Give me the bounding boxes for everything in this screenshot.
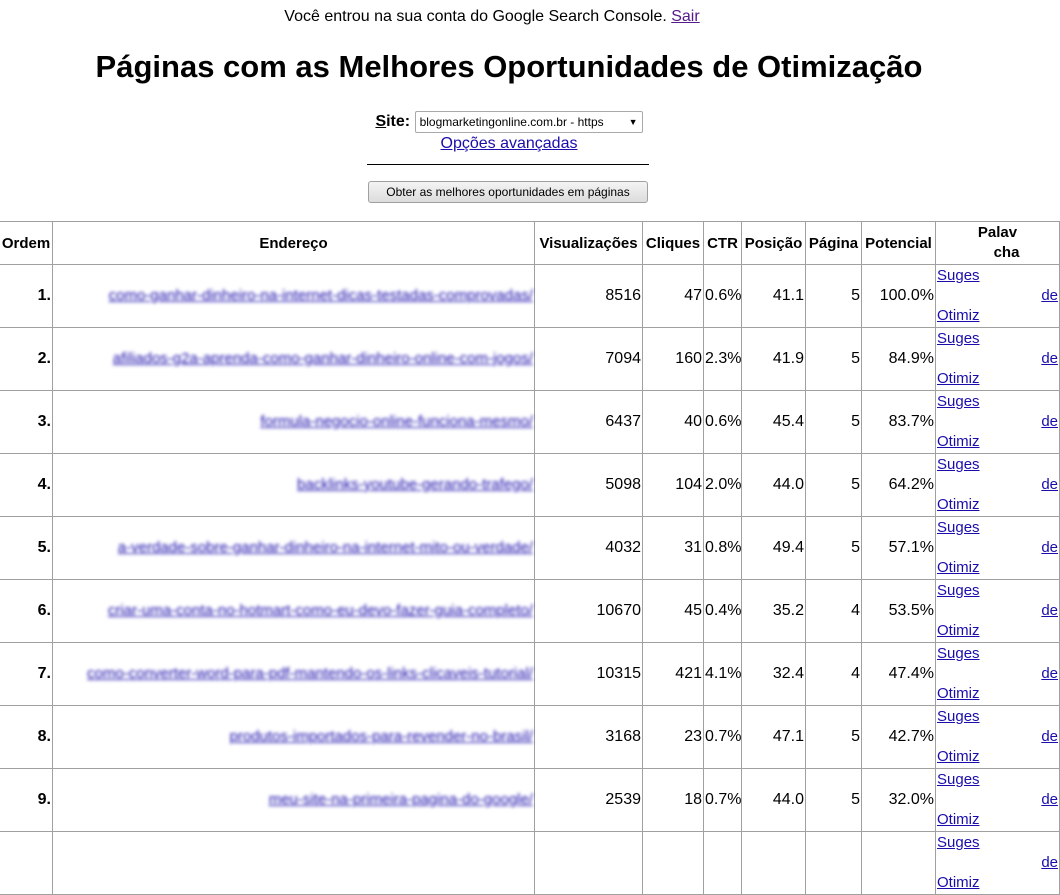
table-row — [0, 454, 1060, 517]
row-page: 4 — [806, 580, 862, 643]
row-ctr: 4.1% — [704, 643, 742, 706]
row-page: 5 — [806, 328, 862, 391]
row-suggestion-line2[interactable]: de — [1041, 539, 1058, 556]
table-row — [0, 832, 1060, 895]
row-position: 41.1 — [742, 265, 806, 328]
header-url: Endereço — [53, 222, 535, 265]
row-clicks: 40 — [643, 391, 704, 454]
row-suggestion-line3[interactable]: Otimiz — [937, 370, 980, 387]
row-position: 47.1 — [742, 706, 806, 769]
site-select-value: blogmarketingonline.com.br - https — [419, 115, 604, 129]
header-views: Visualizações — [535, 222, 643, 265]
row-order: 1. — [0, 265, 53, 328]
row-ctr: 0.7% — [704, 769, 742, 832]
row-potential: 53.5% — [862, 580, 936, 643]
header-keywords-line2: cha — [993, 244, 1020, 261]
divider — [367, 164, 649, 165]
header-keywords-line1: Palav — [977, 224, 1018, 241]
row-url-link[interactable]: backlinks-youtube-gerando-trafego/ — [297, 476, 533, 493]
row-suggestion-line2[interactable]: de — [1041, 665, 1058, 682]
row-suggestion-line3[interactable]: Otimiz — [937, 496, 980, 513]
row-suggestion-line2[interactable]: de — [1041, 413, 1058, 430]
row-url-link[interactable]: produtos-importados-para-revender-no-brasil/ — [229, 728, 533, 745]
row-order: 7. — [0, 643, 53, 706]
row-clicks: 45 — [643, 580, 704, 643]
row-order — [0, 832, 53, 895]
row-order: 4. — [0, 454, 53, 517]
row-suggestion-line2[interactable]: de — [1041, 602, 1058, 619]
table-row — [0, 391, 1060, 454]
row-position: 45.4 — [742, 391, 806, 454]
row-suggestion-line2[interactable]: de — [1041, 728, 1058, 745]
row-clicks: 31 — [643, 517, 704, 580]
row-views: 4032 — [535, 517, 643, 580]
row-order: 3. — [0, 391, 53, 454]
row-suggestion-cell — [936, 265, 1060, 328]
header-page: Página — [806, 222, 862, 265]
row-potential: 32.0% — [862, 769, 936, 832]
row-suggestion-line1[interactable]: Suges — [937, 330, 980, 347]
row-suggestion-cell — [936, 328, 1060, 391]
row-suggestion-line1[interactable]: Suges — [937, 645, 980, 662]
row-position: 49.4 — [742, 517, 806, 580]
row-clicks: 421 — [643, 643, 704, 706]
row-views: 10670 — [535, 580, 643, 643]
table-row — [0, 706, 1060, 769]
row-clicks: 160 — [643, 328, 704, 391]
row-suggestion-line3[interactable]: Otimiz — [937, 622, 980, 639]
row-suggestion-line2[interactable]: de — [1041, 476, 1058, 493]
row-ctr: 2.3% — [704, 328, 742, 391]
row-url-cell — [53, 769, 535, 832]
row-suggestion-line1[interactable]: Suges — [937, 708, 980, 725]
page-title: Páginas com as Melhores Oportunidades de Otimização — [95, 49, 923, 84]
row-clicks: 47 — [643, 265, 704, 328]
row-potential — [862, 832, 936, 895]
row-page: 5 — [806, 769, 862, 832]
row-url-cell — [53, 832, 535, 895]
login-status-bar — [0, 7, 984, 27]
row-suggestion-line2[interactable]: de — [1041, 350, 1058, 367]
header-position: Posição — [742, 222, 806, 265]
row-potential: 47.4% — [862, 643, 936, 706]
row-suggestion-cell — [936, 454, 1060, 517]
row-url-link[interactable]: formula-negocio-online-funciona-mesmo/ — [260, 413, 533, 430]
login-status-text: Você entrou na sua conta do Google Search Console. — [284, 8, 667, 25]
row-page: 5 — [806, 391, 862, 454]
row-views: 7094 — [535, 328, 643, 391]
row-suggestion-cell — [936, 643, 1060, 706]
row-clicks: 18 — [643, 769, 704, 832]
row-potential: 57.1% — [862, 517, 936, 580]
row-position: 35.2 — [742, 580, 806, 643]
row-order: 2. — [0, 328, 53, 391]
row-position: 44.0 — [742, 769, 806, 832]
row-views: 8516 — [535, 265, 643, 328]
row-order: 9. — [0, 769, 53, 832]
row-potential: 83.7% — [862, 391, 936, 454]
row-suggestion-line1[interactable]: Suges — [937, 267, 980, 284]
row-order: 6. — [0, 580, 53, 643]
row-suggestion-line3[interactable]: Otimiz — [937, 874, 980, 891]
row-ctr: 2.0% — [704, 454, 742, 517]
row-url-cell — [53, 265, 535, 328]
row-position: 32.4 — [742, 643, 806, 706]
row-suggestion-line1[interactable]: Suges — [937, 834, 980, 851]
row-views: 3168 — [535, 706, 643, 769]
row-suggestion-line1[interactable]: Suges — [937, 456, 980, 473]
row-url-cell — [53, 328, 535, 391]
row-ctr: 0.7% — [704, 706, 742, 769]
row-suggestion-cell — [936, 580, 1060, 643]
results-table — [0, 221, 1060, 895]
row-potential: 100.0% — [862, 265, 936, 328]
row-suggestion-cell — [936, 769, 1060, 832]
header-keywords — [936, 222, 1060, 265]
row-ctr: 0.6% — [704, 391, 742, 454]
chevron-down-icon: ▼ — [628, 117, 638, 127]
header-ctr: CTR — [704, 222, 742, 265]
table-row — [0, 265, 1060, 328]
logout-link[interactable]: Sair — [671, 8, 700, 25]
row-potential: 42.7% — [862, 706, 936, 769]
row-views: 10315 — [535, 643, 643, 706]
row-url-cell — [53, 517, 535, 580]
row-ctr: 0.6% — [704, 265, 742, 328]
row-potential: 84.9% — [862, 328, 936, 391]
row-url-cell — [53, 391, 535, 454]
row-position — [742, 832, 806, 895]
row-potential: 64.2% — [862, 454, 936, 517]
row-suggestion-cell — [936, 832, 1060, 895]
row-clicks: 104 — [643, 454, 704, 517]
row-suggestion-line3[interactable]: Otimiz — [937, 811, 980, 828]
row-url-cell — [53, 643, 535, 706]
table-header-row — [0, 222, 1060, 265]
table-row — [0, 580, 1060, 643]
fetch-opportunities-button[interactable]: Obter as melhores oportunidades em páginas — [368, 181, 648, 203]
row-url-cell — [53, 706, 535, 769]
row-suggestion-line3[interactable]: Otimiz — [937, 307, 980, 324]
table-row — [0, 517, 1060, 580]
row-suggestion-line2[interactable]: de — [1041, 854, 1058, 871]
row-url-link[interactable]: a-verdade-sobre-ganhar-dinheiro-na-internet-mito-ou-verdade/ — [117, 539, 533, 556]
row-page: 5 — [806, 454, 862, 517]
site-label: Site: — [375, 113, 411, 131]
row-views: 2539 — [535, 769, 643, 832]
row-url-cell — [53, 454, 535, 517]
header-clicks: Cliques — [643, 222, 704, 265]
row-suggestion-line3[interactable]: Otimiz — [937, 748, 980, 765]
row-clicks: 23 — [643, 706, 704, 769]
row-url-link[interactable]: afiliados-g2a-aprenda-como-ganhar-dinheiro-online-com-jogos/ — [112, 350, 533, 367]
row-suggestion-line3[interactable]: Otimiz — [937, 433, 980, 450]
row-position: 41.9 — [742, 328, 806, 391]
row-page: 5 — [806, 517, 862, 580]
row-suggestion-cell — [936, 706, 1060, 769]
row-url-link[interactable]: meu-site-na-primeira-pagina-do-google/ — [268, 791, 533, 808]
advanced-options-row — [0, 133, 1018, 155]
table-row — [0, 643, 1060, 706]
row-views — [535, 832, 643, 895]
row-suggestion-line1[interactable]: Suges — [937, 582, 980, 599]
row-order: 5. — [0, 517, 53, 580]
row-order: 8. — [0, 706, 53, 769]
header-potential: Potencial — [862, 222, 936, 265]
row-suggestion-line1[interactable]: Suges — [937, 771, 980, 788]
row-page: 5 — [806, 706, 862, 769]
table-row — [0, 328, 1060, 391]
row-suggestion-cell — [936, 391, 1060, 454]
row-url-link[interactable]: como-ganhar-dinheiro-na-internet-dicas-testadas-comprovadas/ — [108, 287, 533, 304]
row-ctr: 0.4% — [704, 580, 742, 643]
row-ctr: 0.8% — [704, 517, 742, 580]
advanced-options-link[interactable]: Opções avançadas — [440, 135, 578, 152]
row-url-cell — [53, 580, 535, 643]
row-ctr — [704, 832, 742, 895]
row-position: 44.0 — [742, 454, 806, 517]
row-page: 5 — [806, 265, 862, 328]
row-suggestion-line1[interactable]: Suges — [937, 519, 980, 536]
site-select[interactable] — [415, 111, 643, 133]
table-row — [0, 769, 1060, 832]
row-url-link[interactable]: como-converter-word-para-pdf-mantendo-os-links-clicaveis-tutorial/ — [87, 665, 533, 682]
row-suggestion-line2[interactable]: de — [1041, 791, 1058, 808]
row-suggestion-line1[interactable]: Suges — [937, 393, 980, 410]
row-suggestion-line3[interactable]: Otimiz — [937, 559, 980, 576]
table-body — [0, 265, 1060, 895]
row-suggestion-line2[interactable]: de — [1041, 287, 1058, 304]
header-order: Ordem — [0, 222, 53, 265]
site-selector-row — [0, 111, 1018, 133]
row-url-link[interactable]: criar-uma-conta-no-hotmart-como-eu-devo-fazer-guia-completo/ — [107, 602, 533, 619]
row-suggestion-line3[interactable]: Otimiz — [937, 685, 980, 702]
row-views: 6437 — [535, 391, 643, 454]
row-page: 4 — [806, 643, 862, 706]
row-clicks — [643, 832, 704, 895]
row-views: 5098 — [535, 454, 643, 517]
row-page — [806, 832, 862, 895]
row-suggestion-cell — [936, 517, 1060, 580]
